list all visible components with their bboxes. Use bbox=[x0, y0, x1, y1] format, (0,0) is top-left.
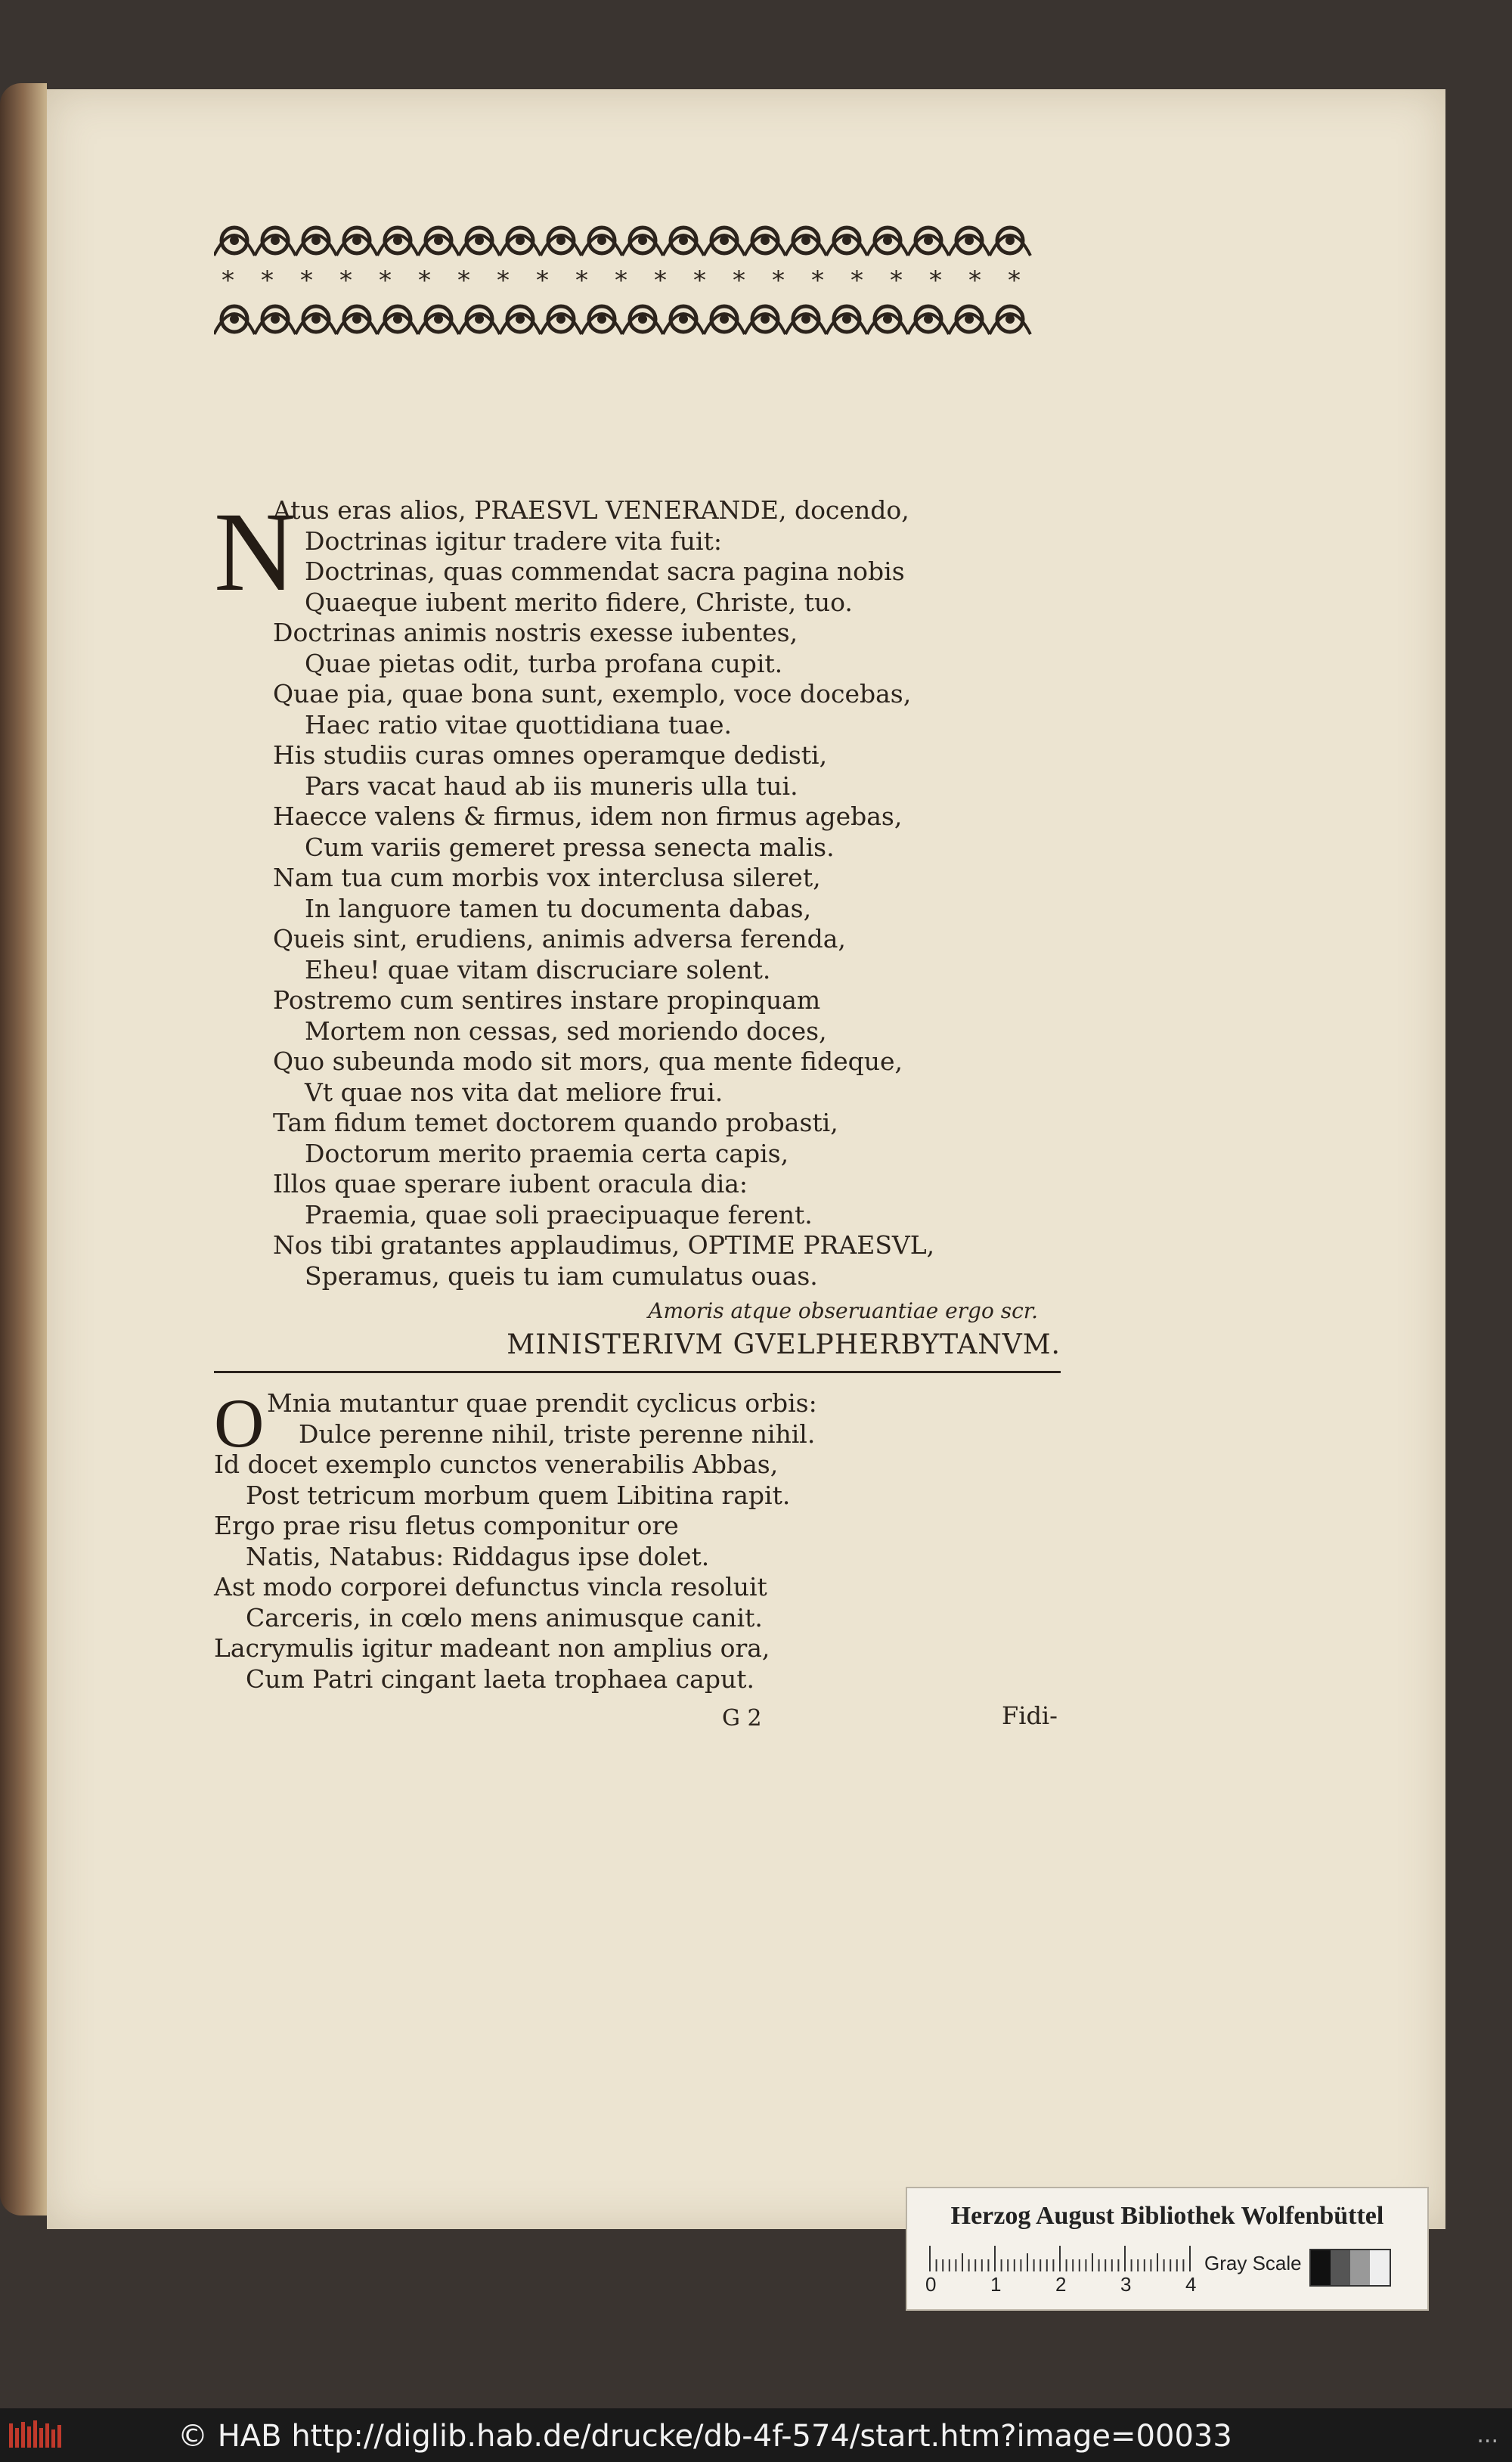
permalink-text[interactable]: © HAB http://diglib.hab.de/drucke/db-4f-574/start.htm?image=00033 bbox=[178, 2419, 1232, 2454]
svg-text:*: * bbox=[615, 265, 627, 296]
verse-line: Pars vacat haud ab iis muneris ulla tui. bbox=[305, 771, 798, 801]
library-name: Herzog August Bibliothek Wolfenbüttel bbox=[950, 2202, 1384, 2230]
poem-1 bbox=[214, 489, 1068, 1373]
verse-line: Praemia, quae soli praecipuaque ferent. bbox=[305, 1199, 813, 1229]
svg-text:*: * bbox=[850, 265, 863, 296]
decorative-headpiece bbox=[214, 204, 1038, 355]
svg-text:*: * bbox=[811, 265, 824, 296]
svg-text:*: * bbox=[261, 265, 274, 296]
svg-text:*: * bbox=[1008, 265, 1021, 296]
verse-line: Nos tibi gratantes applaudimus, OPTIME PRAESVL, bbox=[273, 1230, 935, 1260]
svg-text:*: * bbox=[733, 265, 745, 296]
svg-text:*: * bbox=[536, 265, 549, 296]
ruler-scale bbox=[928, 2246, 1197, 2271]
poem-2-lines bbox=[214, 1384, 1068, 1695]
verse-line: Doctrinas, quas commendat sacra pagina nobis bbox=[305, 557, 905, 586]
verse-line: Post tetricum morbum quem Libitina rapit. bbox=[246, 1480, 791, 1510]
verse-line: In languore tamen tu documenta dabas, bbox=[305, 893, 812, 923]
verse-line: Mnia mutantur quae prendit cyclicus orbis: bbox=[267, 1388, 817, 1418]
verse-line: Haecce valens & firmus, idem non firmus agebas, bbox=[273, 802, 903, 831]
verse-line: Speramus, queis tu iam cumulatus ouas. bbox=[305, 1260, 818, 1291]
svg-text:*: * bbox=[457, 265, 470, 296]
gray-scale-bar bbox=[1309, 2249, 1391, 2287]
verse-line: Vt quae nos vita dat meliore frui. bbox=[305, 1077, 723, 1107]
verse-line: Quo subeunda modo sit mors, qua mente fideque, bbox=[273, 1047, 903, 1076]
book-spine-edge bbox=[0, 83, 47, 2215]
hab-logo-icon[interactable] bbox=[8, 2417, 64, 2452]
svg-text:*: * bbox=[890, 265, 903, 296]
verse-line: Eheu! quae vitam discruciare solent. bbox=[305, 954, 771, 984]
verse-line: Cum Patri cingant laeta trophaea caput. bbox=[246, 1664, 754, 1694]
signature-mark: G 2 bbox=[722, 1705, 762, 1732]
svg-text:*: * bbox=[418, 265, 431, 296]
dropcap-n: N bbox=[214, 489, 296, 615]
verse-line: Dulce perenne nihil, triste perenne nihil. bbox=[299, 1419, 816, 1449]
verse-line: Ast modo corporei defunctus vincla resoluit bbox=[214, 1572, 767, 1602]
svg-text:*: * bbox=[222, 265, 234, 296]
verse-line: Carceris, in cœlo mens animusque canit. bbox=[246, 1602, 763, 1633]
verse-line: Id docet exemplo cunctos venerabilis Abbas, bbox=[214, 1450, 779, 1479]
verse-line: His studiis curas omnes operamque dedisti, bbox=[273, 740, 828, 770]
ruler-number: 0 bbox=[925, 2273, 937, 2296]
poem-1-lines bbox=[214, 489, 1068, 1291]
gray-scale-label: Gray Scale bbox=[1204, 2252, 1302, 2274]
svg-text:*: * bbox=[772, 265, 785, 296]
svg-text:*: * bbox=[575, 265, 588, 296]
verse-line: Cum variis gemeret pressa senecta malis. bbox=[305, 832, 835, 862]
verse-line: Nam tua cum morbis vox interclusa sileret, bbox=[273, 863, 821, 892]
svg-text:*: * bbox=[300, 265, 313, 296]
verse-line: Haec ratio vitae quottidiana tuae. bbox=[305, 709, 733, 740]
verse-line: Tam fidum temet doctorem quando probasti, bbox=[273, 1108, 838, 1137]
verse-line: Lacrymulis igitur madeant non amplius ora, bbox=[214, 1633, 770, 1663]
more-menu-icon[interactable]: ... bbox=[1476, 2422, 1498, 2448]
viewer-footer bbox=[0, 2408, 1512, 2462]
library-color-card bbox=[906, 2187, 1429, 2311]
verse-line: Doctrinas animis nostris exesse iubentes, bbox=[273, 618, 798, 647]
verse-line: Mortem non cessas, sed moriendo doces, bbox=[305, 1015, 827, 1046]
svg-text:*: * bbox=[929, 265, 942, 296]
ruler-number: 1 bbox=[990, 2273, 1002, 2296]
verse-line: Illos quae sperare iubent oracula dia: bbox=[273, 1169, 748, 1198]
svg-text:*: * bbox=[654, 265, 667, 296]
poem-2 bbox=[214, 1384, 1068, 1695]
verse-line: Doctorum merito praemia certa capis, bbox=[305, 1138, 789, 1168]
svg-text:*: * bbox=[379, 265, 392, 296]
author-name: MINISTERIVM GVELPHERBYTANVM. bbox=[507, 1329, 1061, 1360]
verse-line: Atus eras alios, PRAESVL VENERANDE, docendo, bbox=[273, 495, 909, 525]
verse-line: Doctrinas igitur tradere vita fuit: bbox=[305, 526, 722, 556]
svg-text:*: * bbox=[339, 265, 352, 296]
svg-text:*: * bbox=[968, 265, 981, 296]
verse-line: Natis, Natabus: Riddagus ipse dolet. bbox=[246, 1541, 710, 1571]
verse-line: Postremo cum sentires instare propinquam bbox=[273, 985, 821, 1015]
verse-line: Ergo prae risu fletus componitur ore bbox=[214, 1511, 679, 1540]
verse-line: Quae pietas odit, turba profana cupit. bbox=[305, 648, 783, 678]
ruler-number: 2 bbox=[1055, 2273, 1067, 2296]
verse-line: Quae pia, quae bona sunt, exemplo, voce docebas, bbox=[273, 679, 912, 709]
dropcap-o: O bbox=[214, 1384, 265, 1462]
svg-text:*: * bbox=[497, 265, 510, 296]
ruler-number: 3 bbox=[1120, 2273, 1132, 2296]
svg-text:*: * bbox=[693, 265, 706, 296]
section-divider bbox=[214, 1371, 1061, 1373]
catchword: Fidi- bbox=[1002, 1701, 1058, 1730]
verse-line: Queis sint, erudiens, animis adversa ferenda, bbox=[273, 924, 846, 953]
dedication-signature: Amoris atque obseruantiae ergo scr. bbox=[648, 1298, 1038, 1323]
ruler-number: 4 bbox=[1185, 2273, 1197, 2296]
verse-line: Quaeque iubent merito fidere, Christe, tuo. bbox=[305, 587, 853, 617]
